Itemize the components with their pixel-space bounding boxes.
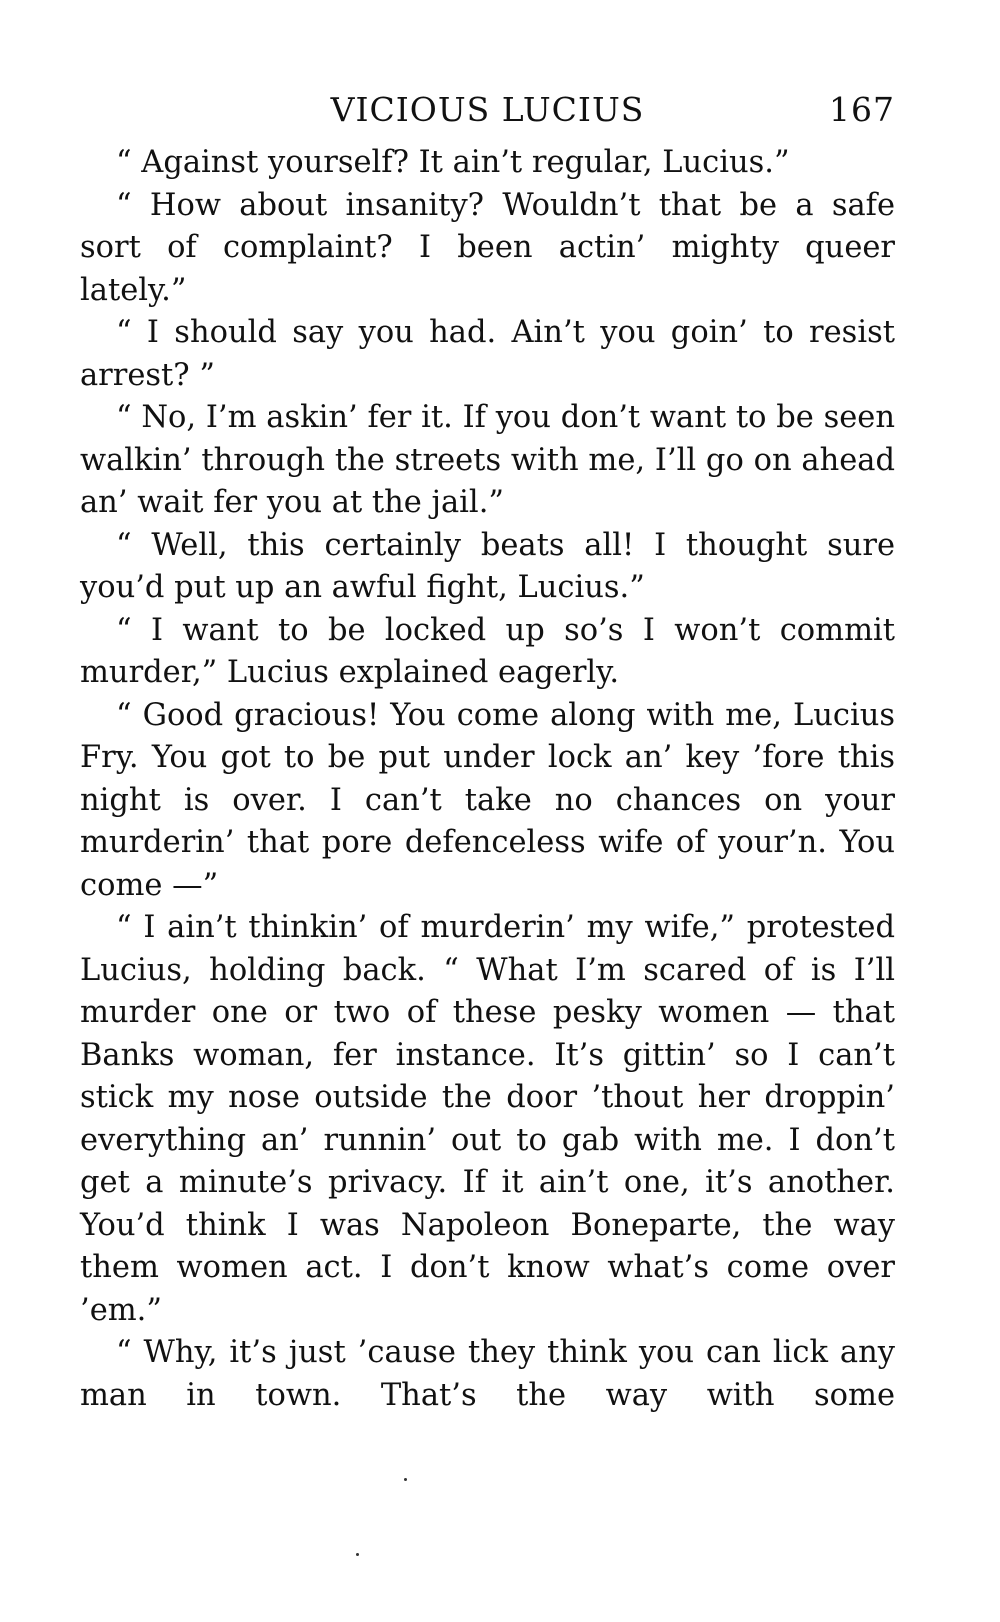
running-header	[80, 90, 895, 142]
paragraph: “ I ain’t thinkin’ of murderin’ my wife,” protested Lucius, holding back. “ What I’m scared of is I’ll murder one or two of these pesky women — that Banks woman, fer instance. It’s gittin’ so I can’t stick my nose outside the door ’thout her droppin’ everything an’ runnin’ out to gab with me. I don’t get a minute’s privacy. If it ain’t one, it’s another. You’d think I was Napoleon Boneparte, the way them women act. I don’t know what’s come over ’em.”	[80, 910, 895, 1328]
page-body	[80, 142, 895, 1417]
page-number: 167	[829, 90, 895, 129]
paragraph: “ Why, it’s just ’cause they think you can lick any man in town. That’s the way with some	[80, 1335, 895, 1413]
paragraph: “ Against yourself? It ain’t regular, Lucius.”	[116, 145, 790, 180]
paragraph: “ No, I’m askin’ fer it. If you don’t want to be seen walkin’ through the streets with me, I’ll go on ahead an’ wait fer you at the jail.”	[80, 400, 895, 520]
paragraph: “ How about insanity? Wouldn’t that be a safe sort of complaint? I been actin’ mighty queer lately.”	[80, 187, 895, 308]
scan-speck	[404, 1478, 407, 1481]
running-title: VICIOUS LUCIUS	[330, 90, 645, 129]
paragraph: “ I should say you had. Ain’t you goin’ to resist arrest? ”	[80, 315, 895, 393]
paragraph: “ Well, this certainly beats all! I thought sure you’d put up an awful fight, Lucius.”	[80, 527, 895, 605]
scan-speck	[356, 1553, 359, 1556]
paragraph: “ I want to be locked up so’s I won’t commit murder,” Lucius explained eagerly.	[80, 612, 895, 690]
book-page	[80, 90, 895, 1417]
paragraph: “ Good gracious! You come along with me, Lucius Fry. You got to be put under lock an’ key ’fore this night is over. I can’t take no chances on your murderin’ that pore defenceless wife of your’n. You come —”	[80, 697, 895, 903]
